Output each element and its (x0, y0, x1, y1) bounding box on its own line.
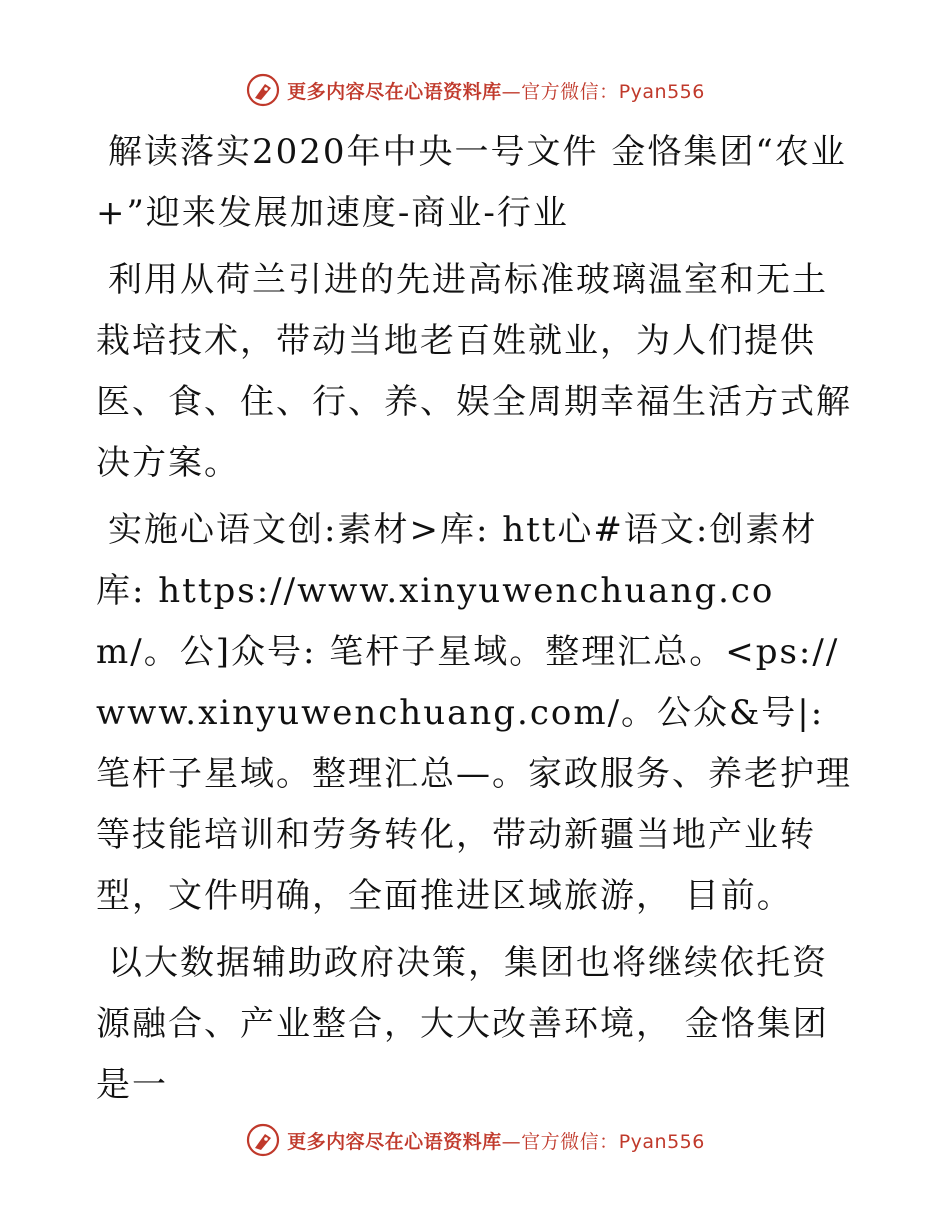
header-banner[interactable] (287, 77, 705, 104)
paragraph-1: 利用从荷兰引进的先进高标准玻璃温室和无土栽培技术，带动当地老百姓就业，为人们提供医、食、住、行、养、娱全周期幸福生活方式解决方案。 (96, 260, 852, 483)
pen-nib-seal-icon (245, 72, 281, 108)
footer-banner[interactable] (287, 1127, 705, 1154)
footer-banner-main: 更多内容尽在心语资料库 (287, 1130, 502, 1153)
page-header (0, 72, 950, 108)
pen-nib-seal-icon (245, 1122, 281, 1158)
paragraph-3: 以大数据辅助政府决策，集团也将继续依托资源融合、产业整合，大大改善环境， 金恪集团是一 (96, 943, 829, 1105)
header-banner-dash: — (501, 80, 522, 103)
header-banner-label: 官方微信： (521, 80, 619, 103)
header-banner-main: 更多内容尽在心语资料库 (287, 80, 502, 103)
document-body (96, 122, 856, 1122)
paragraph-2: 实施心语文创:素材>库: htt心#语文:创素材库: https://www.xinyuwenchuang.com/。公]众号: 笔杆子星域。整理汇总。<ps:// www.xinyuwenchuang.com/。公众&号|: 笔杆子星域。整理汇总—。家政服务、养老护理等技能培训和劳务转化，带动新疆当地产业转型，文件明确，全面推进区域旅游， 目前。 (96, 510, 852, 916)
footer-banner-dash: — (501, 1130, 522, 1153)
header-wechat-id: Pyan556 (618, 80, 705, 103)
footer-banner-label: 官方微信： (521, 1130, 619, 1153)
document-title: 解读落实2020年中央一号文件 金恪集团“农业+”迎来发展加速度-商业-行业 (96, 132, 847, 233)
footer-wechat-id: Pyan556 (618, 1130, 705, 1153)
page-footer (0, 1122, 950, 1158)
